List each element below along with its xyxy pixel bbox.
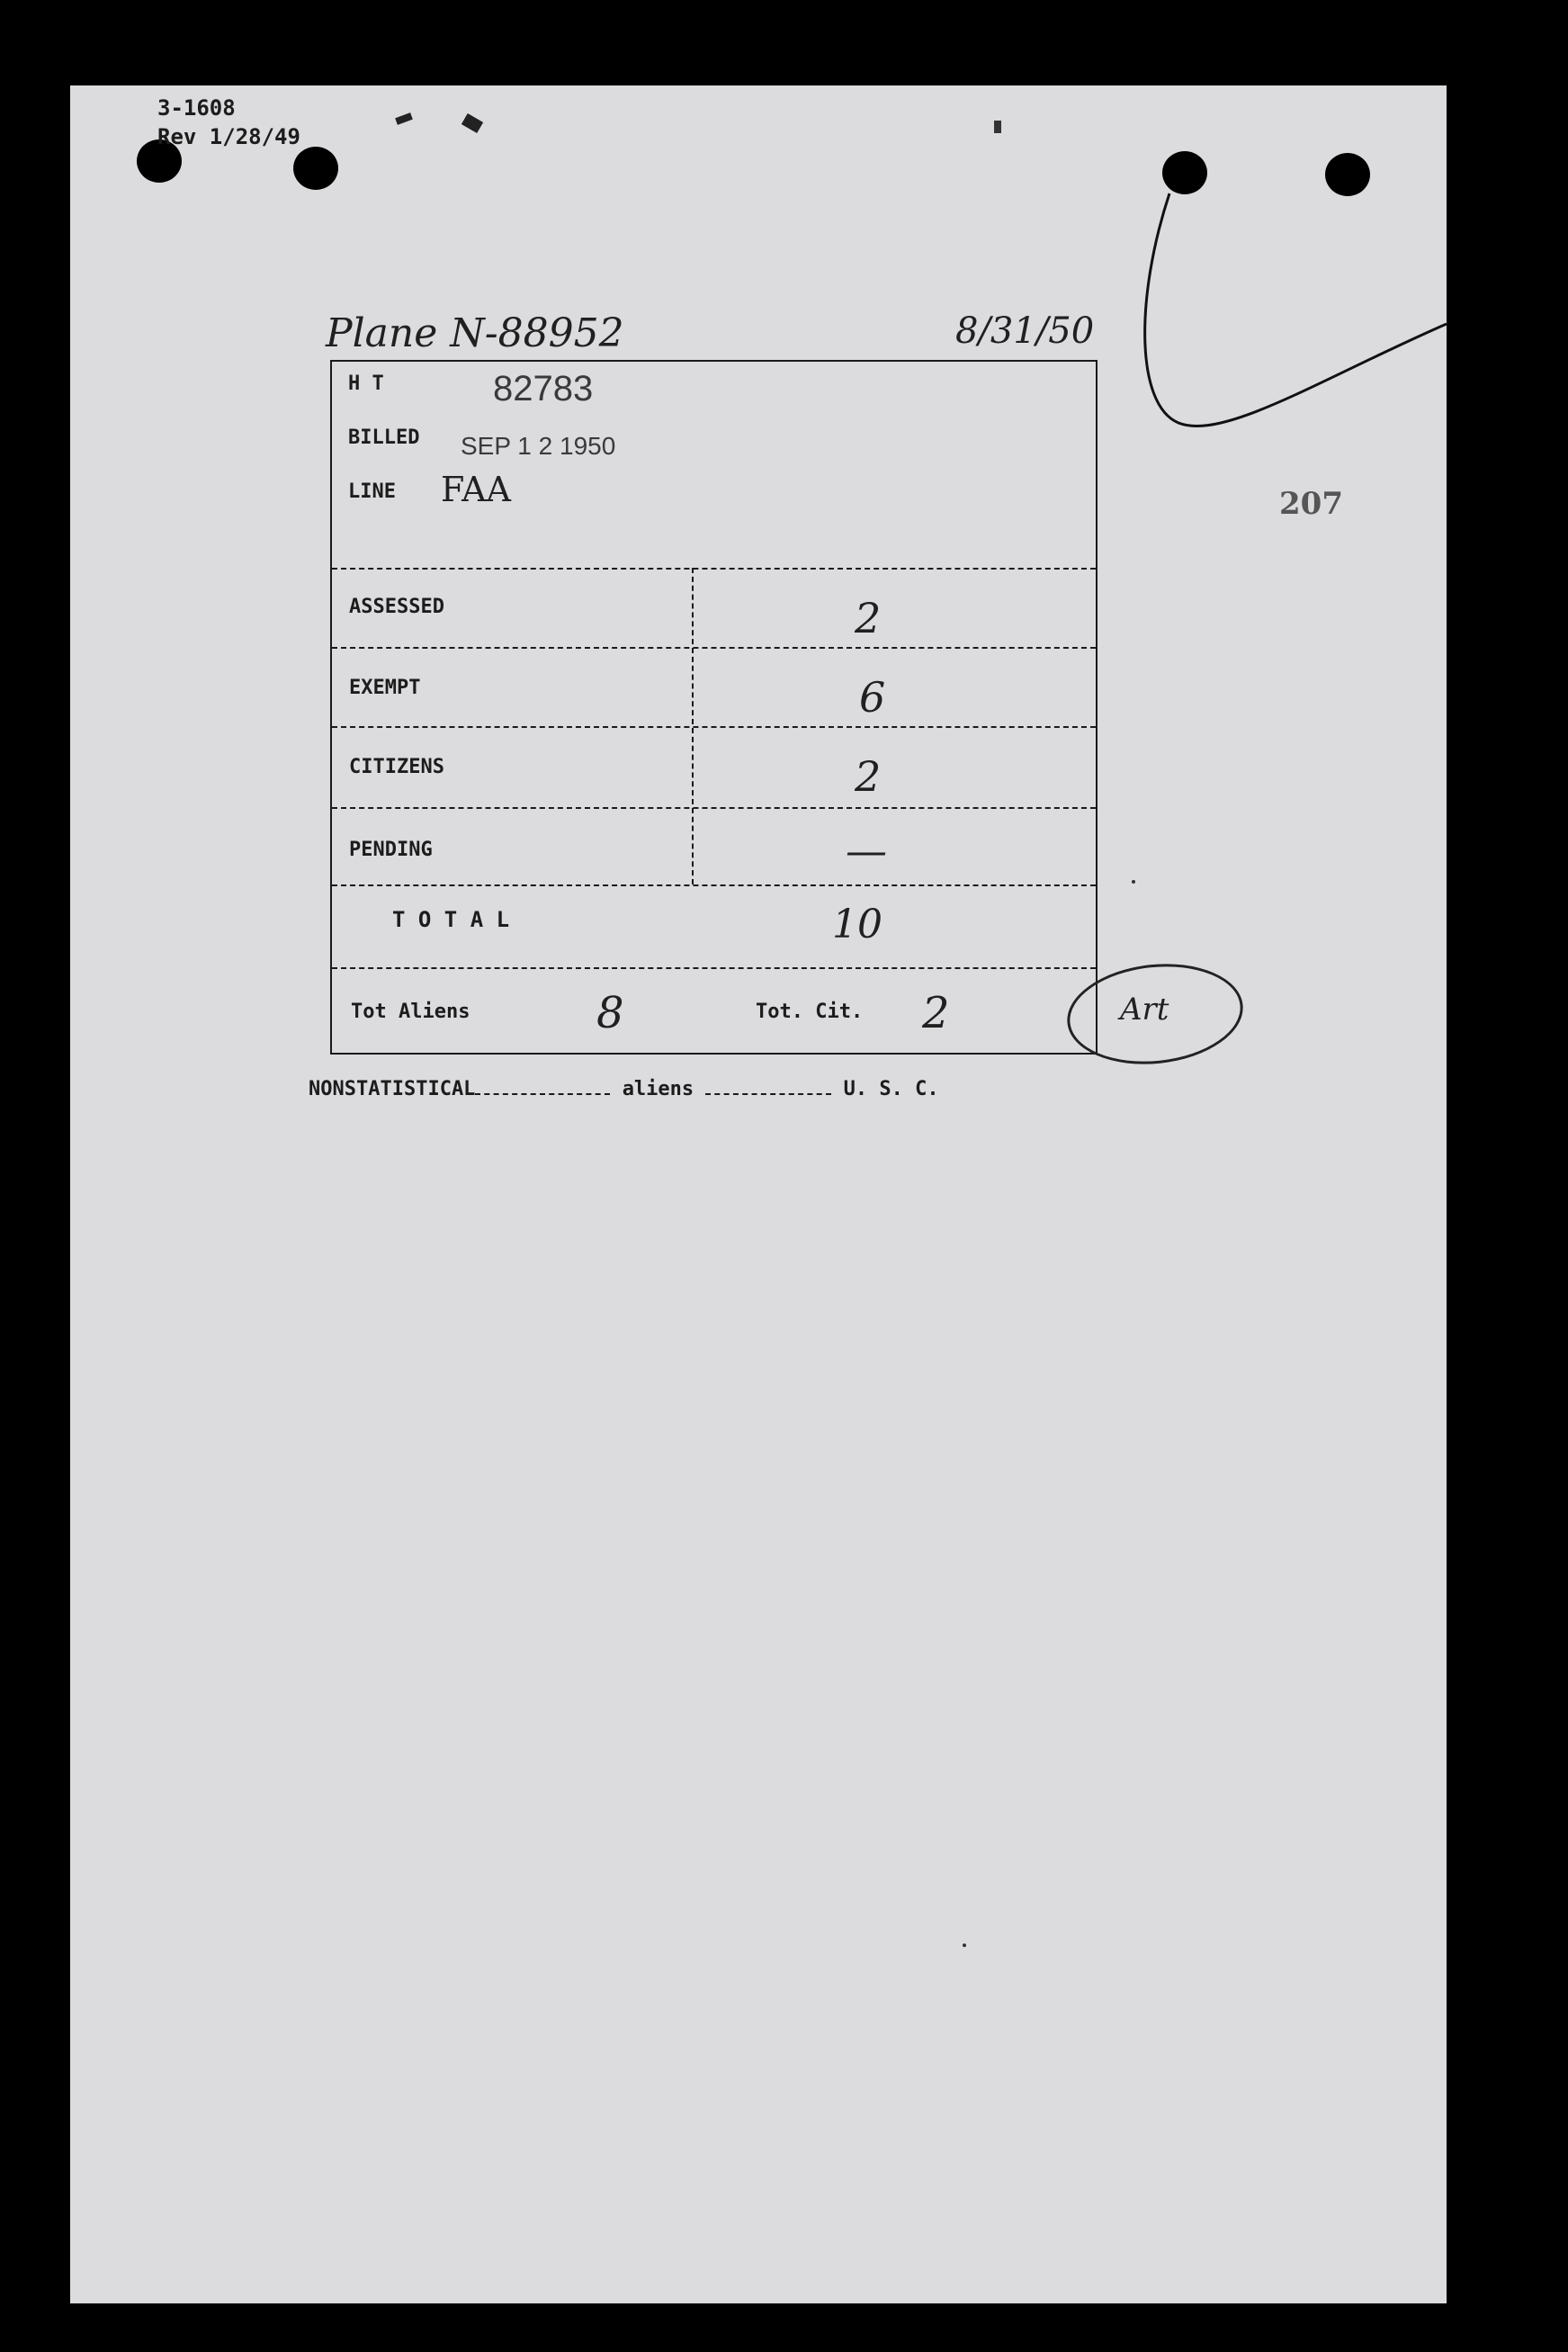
row-label-pending: PENDING: [349, 839, 433, 861]
column-divider: [692, 568, 694, 884]
ht-number: 82783: [493, 369, 594, 408]
form-revision: Rev 1/28/49: [157, 124, 300, 149]
tot-cit-label: Tot. Cit.: [756, 1001, 864, 1023]
row-value-exempt: 6: [859, 673, 886, 722]
line-value: FAA: [441, 470, 511, 509]
row-divider: [332, 726, 1096, 728]
row-label-assessed: ASSESSED: [349, 596, 444, 618]
plane-number: Plane N-88952: [326, 310, 624, 356]
nonstatistical-blank: [475, 1081, 610, 1095]
tot-aliens-value: 8: [596, 988, 624, 1038]
total-label: T O T A L: [392, 907, 510, 932]
row-divider: [332, 568, 1096, 570]
tot-cit-value: 2: [922, 988, 950, 1038]
usc-label: U. S. C.: [843, 1078, 939, 1100]
row-label-citizens: CITIZENS: [349, 756, 444, 778]
row-divider: [332, 884, 1096, 886]
row-divider: [332, 807, 1096, 809]
usc-blank: [705, 1081, 831, 1095]
speck: [1132, 880, 1135, 884]
tot-aliens-label: Tot Aliens: [351, 1001, 470, 1023]
row-value-assessed: 2: [855, 594, 882, 642]
row-value-citizens: 2: [855, 752, 882, 801]
date: 8/31/50: [955, 310, 1095, 352]
row-divider: [332, 967, 1096, 969]
row-divider: [332, 647, 1096, 649]
row-value-pending: —: [846, 826, 887, 875]
billed-date-stamp: SEP 1 2 1950: [461, 432, 616, 460]
page-number: 207: [1279, 486, 1343, 522]
line-label: LINE: [348, 480, 396, 503]
initials: Art: [1120, 992, 1169, 1028]
nonstatistical-line: [309, 1078, 939, 1100]
ht-label: H T: [348, 373, 384, 395]
aliens-label: aliens: [622, 1078, 694, 1100]
row-label-exempt: EXEMPT: [349, 677, 421, 699]
billed-label: BILLED: [348, 426, 420, 449]
manifest-form-box: [330, 360, 1098, 1055]
speck: [963, 1944, 966, 1947]
form-number: 3-1608: [157, 95, 236, 121]
total-value: 10: [832, 902, 883, 947]
nonstatistical-label: NONSTATISTICAL: [309, 1078, 476, 1100]
